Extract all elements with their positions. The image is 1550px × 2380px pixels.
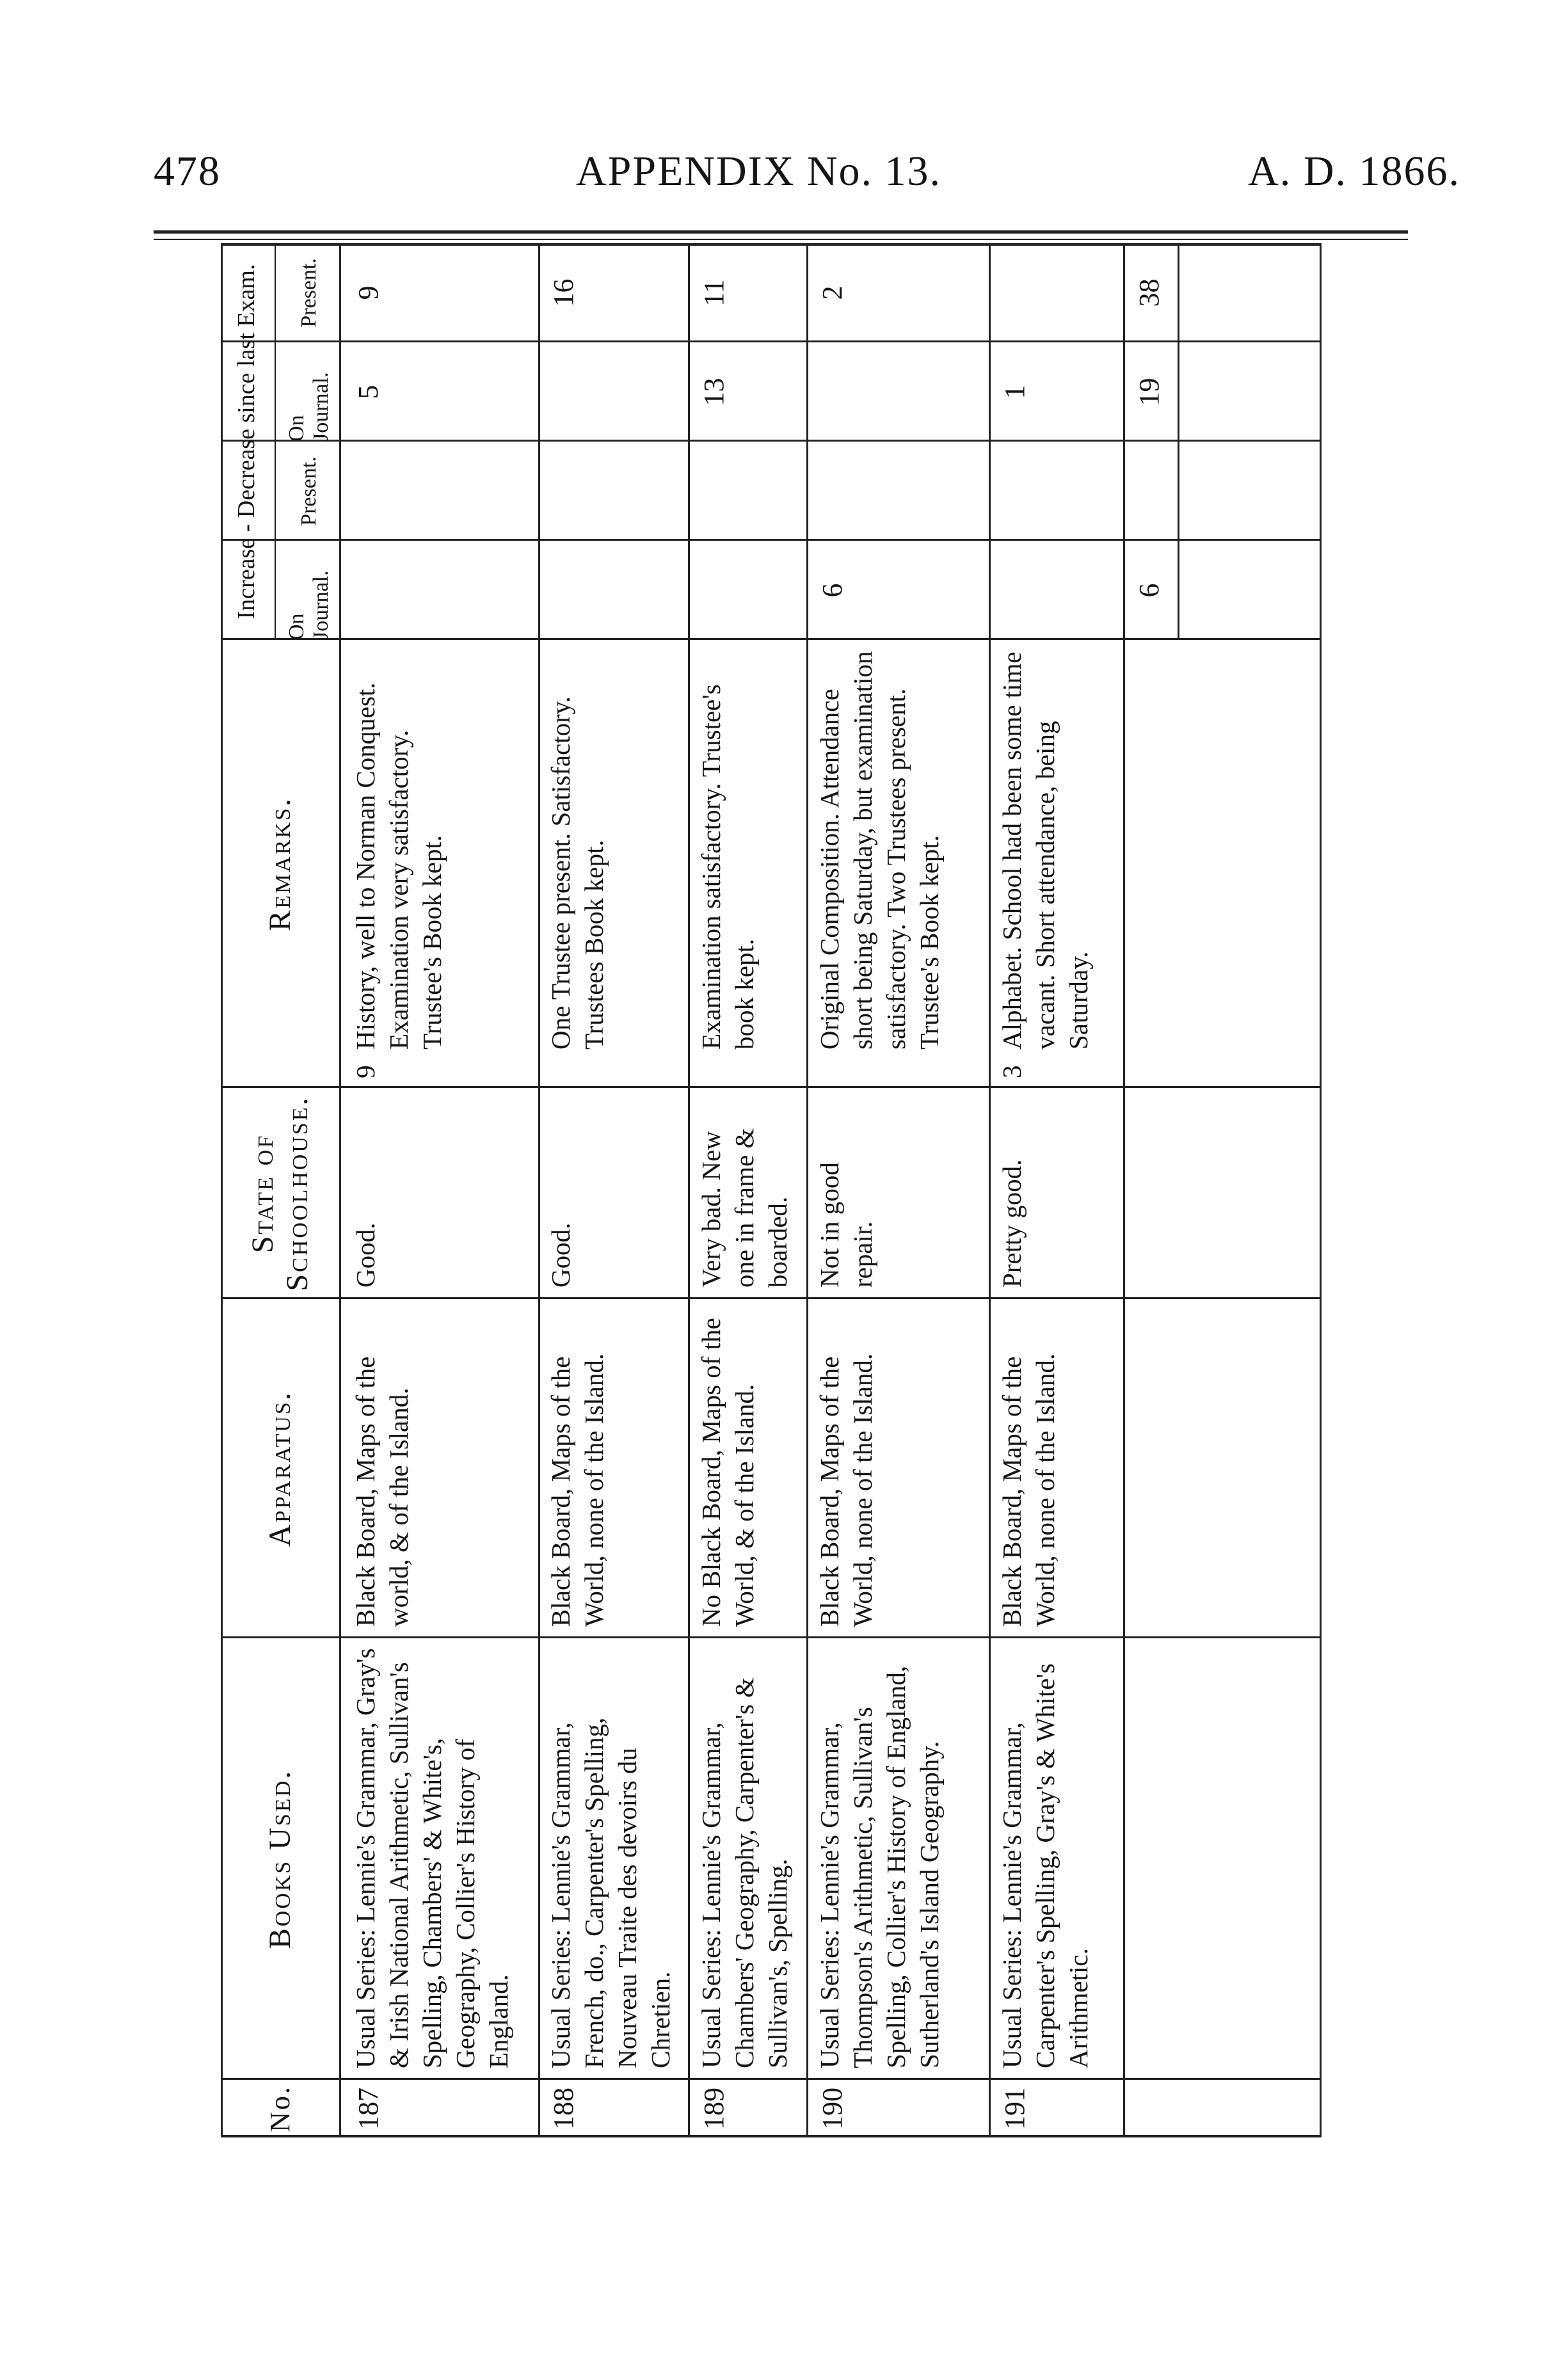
remarks: Alphabet. School had been some time vacant. Short attendance, being Saturday. — [997, 651, 1093, 1050]
page-title: APPENDIX No. 13. — [576, 148, 942, 195]
header-inc-present: Present. — [296, 456, 321, 526]
apparatus: No Black Board, Maps of the World, & of the Island. — [696, 1318, 759, 1627]
schools-table — [221, 243, 1322, 2137]
remarks: Original Composition. Attendance short being Saturday, but examination satisfactory. Two Trustees present. Trustee's Book kept. — [815, 651, 944, 1050]
books-used: Usual Series: Lennie's Grammar, Gray's & Irish National Arithmetic, Sullivan's Spelling, Chambers' & White's, Geography, Collier's History of England. — [351, 1648, 513, 2068]
decrease-present: 2 — [817, 285, 848, 300]
schoolhouse-state: Good. — [546, 1222, 575, 1288]
totals-separator — [1178, 243, 1179, 640]
header-no: No. — [264, 2085, 296, 2132]
schoolhouse-state: Not in good repair. — [815, 1162, 877, 1288]
decrease-present: 11 — [698, 279, 730, 307]
header-remarks: Remarks. — [262, 797, 297, 931]
row-separator — [806, 243, 808, 2137]
row-separator — [989, 243, 991, 2137]
remarks-number: 9 — [351, 1065, 380, 1078]
books-used: Usual Series: Lennie's Grammar, Chambers' Geography, Carpenter's & Sullivan's, Spelling. — [696, 1677, 792, 2068]
row-separator — [538, 243, 540, 2137]
books-used: Usual Series: Lennie's Grammar, Carpenter's Spelling, Gray's & White's Arithmetic. — [997, 1663, 1093, 2068]
total-increase-on-journal: 6 — [1133, 583, 1165, 598]
remarks: Examination satisfactory. Trustee's book kept. — [696, 684, 759, 1050]
decrease-on-journal: 5 — [353, 385, 384, 399]
total-decrease-present: 38 — [1133, 278, 1165, 307]
row-number: 188 — [548, 2088, 579, 2130]
header-rule-thin — [154, 239, 1408, 240]
page-number: 478 — [154, 148, 221, 195]
header-rule-thick — [154, 230, 1408, 234]
header-subrule — [275, 243, 276, 640]
row-number: 190 — [817, 2088, 848, 2130]
page-header — [0, 0, 1550, 256]
header-apparatus: Apparatus. — [262, 1391, 297, 1547]
header-dec-present: Present. — [296, 258, 321, 328]
header-dec-journal: On Journal. — [284, 372, 333, 442]
row-number: 191 — [999, 2088, 1030, 2130]
header-inc-journal: On Journal. — [284, 570, 333, 640]
page-year: A. D. 1866. — [1248, 148, 1460, 195]
books-used: Usual Series: Lennie's Grammar, French, do., Carpenter's Spelling, Nouveau Traite des devoirs du Chretien. — [546, 1717, 675, 2068]
row-number: 189 — [698, 2088, 730, 2130]
row-separator — [1123, 243, 1125, 2137]
apparatus: Black Board, Maps of the World, none of the Island. — [997, 1353, 1060, 1627]
decrease-present: 16 — [548, 278, 579, 307]
books-used: Usual Series: Lennie's Grammar, Thompson's Arithmetic, Sullivan's Spelling, Collier's History of England, Sutherland's Island Geography. — [815, 1665, 944, 2068]
header-increase-decrease: Increase - Decrease since last Exam. — [233, 264, 260, 619]
decrease-present: 9 — [353, 285, 384, 300]
header-books: Books Used. — [262, 1769, 297, 1949]
remarks: History, well to Norman Conquest. Examination very satisfactory. Trustee's Book kept. — [351, 682, 447, 1050]
schoolhouse-state: Pretty good. — [997, 1159, 1027, 1288]
decrease-on-journal: 1 — [999, 385, 1030, 399]
remarks: One Trustee present. Satisfactory. Trustees Book kept. — [546, 696, 609, 1050]
decrease-on-journal: 13 — [698, 378, 730, 406]
schoolhouse-state: Very bad. New one in frame & boarded. — [696, 1128, 792, 1288]
schoolhouse-state: Good. — [351, 1222, 380, 1288]
row-separator — [688, 243, 690, 2137]
header-state: State of Schoolhouse. — [245, 1096, 314, 1291]
apparatus: Black Board, Maps of the World, none of the Island. — [546, 1353, 609, 1627]
remarks-number: 3 — [997, 1065, 1027, 1078]
increase-on-journal: 6 — [817, 583, 848, 598]
row-number: 187 — [353, 2088, 384, 2130]
apparatus: Black Board, Maps of the world, & of the Island. — [351, 1356, 413, 1627]
col-no — [221, 2080, 1322, 2137]
total-decrease-on-journal: 19 — [1133, 378, 1165, 406]
apparatus: Black Board, Maps of the World, none of the Island. — [815, 1353, 877, 1627]
